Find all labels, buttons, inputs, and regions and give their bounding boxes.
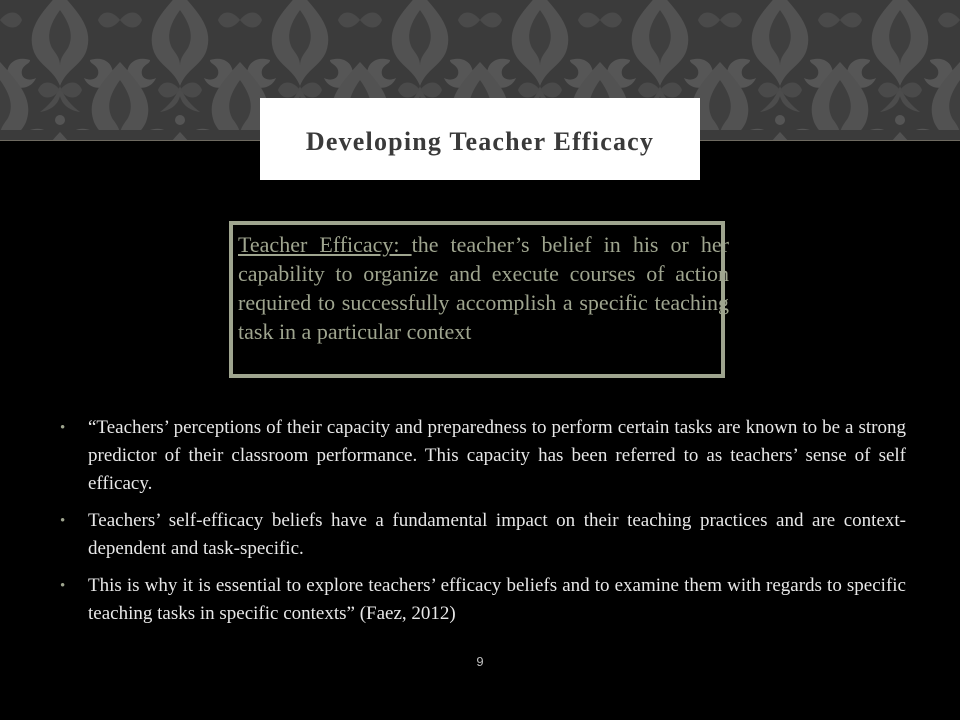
definition-body: the teacher’s belief in his or her capability to organize and execute courses of action required to successfully accomplish a specific teaching task in a particular context — [238, 232, 729, 344]
bullet-item — [60, 572, 906, 628]
bullet-text: Teachers’ self-efficacy beliefs have a fundamental impact on their teaching practices and are context-dependent and task-specific. — [88, 510, 906, 559]
definition-term: Teacher Efficacy: — [238, 232, 412, 257]
page-number: 9 — [476, 654, 484, 669]
title-box — [260, 98, 700, 180]
bullet-text: This is why it is essential to explore teachers’ efficacy beliefs and to examine them with regards to specific teaching tasks in specific contexts” (Faez, 2012) — [88, 575, 906, 624]
bullet-icon: • — [60, 578, 66, 594]
bullet-icon: • — [60, 420, 66, 436]
bullet-icon: • — [60, 513, 66, 529]
slide-title: Developing Teacher Efficacy — [305, 127, 655, 156]
bullet-item — [60, 414, 906, 498]
definition-text — [238, 230, 729, 346]
bullet-text: “Teachers’ perceptions of their capacity and preparedness to perform certain tasks are known to be a strong predictor of their classroom performance. This capacity has been referred to as teachers’ sense of self efficacy. — [88, 417, 906, 494]
bullet-list — [60, 414, 906, 637]
bullet-item — [60, 507, 906, 563]
definition-box — [229, 221, 729, 378]
